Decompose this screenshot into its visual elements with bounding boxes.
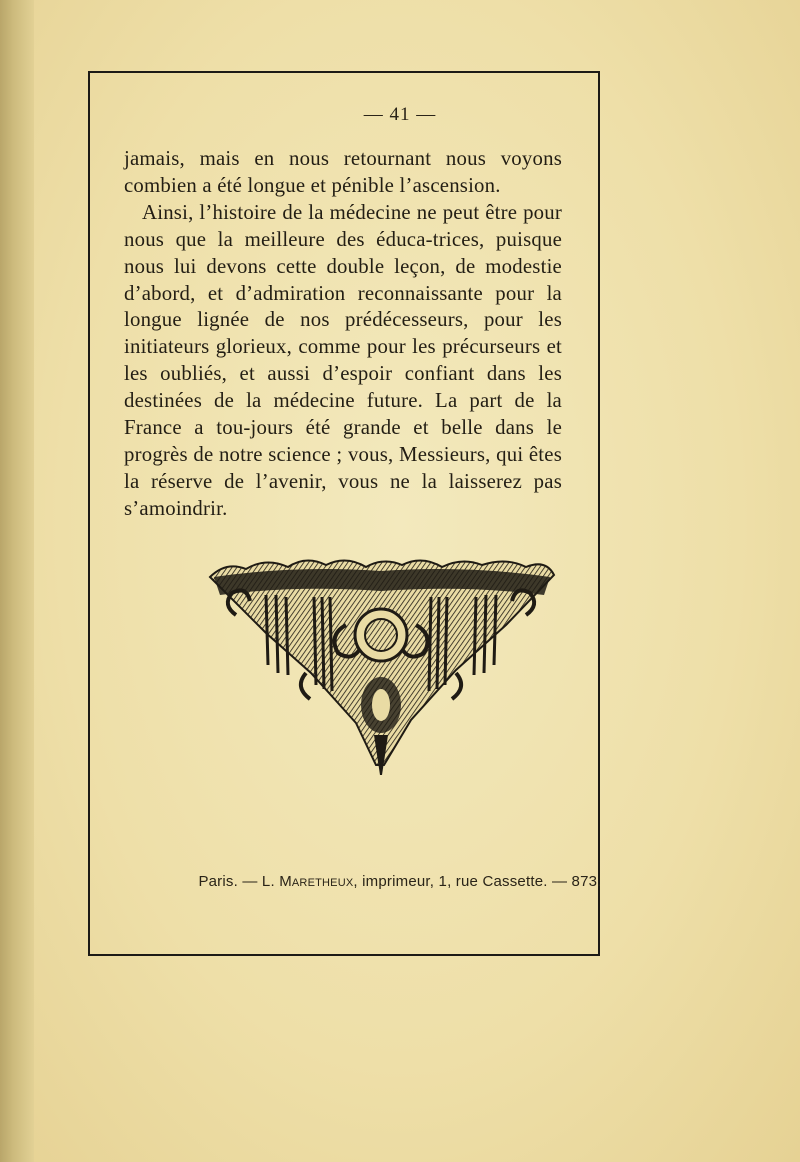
body-text bbox=[124, 146, 562, 523]
paragraph-continuation: jamais, mais en nous retournant nous voyons combien a été longue et pénible l’ascension. bbox=[124, 147, 562, 197]
printer-colophon bbox=[0, 873, 800, 890]
colophon-suffix: , imprimeur, 1, rue Cassette. — 873. bbox=[353, 873, 602, 890]
triangular-floral-tailpiece-icon bbox=[206, 555, 556, 780]
colophon-prefix: Paris. — bbox=[198, 873, 262, 890]
page-number: — 41 — bbox=[363, 104, 437, 125]
colophon-printer-name: L. Maretheux bbox=[261, 873, 354, 890]
book-spine-shadow bbox=[0, 0, 34, 1162]
paragraph-main: Ainsi, l’histoire de la médecine ne peut être pour nous que la meilleure des éduca-trices, puisque nous lui devons cette double leçon, de modestie d’abord, et d’admiration reconnaissante pour la longue lignée de nos prédécesseurs, pour les initiateurs glorieux, comme pour les précurseurs et les oubliés, et aussi d’espoir confiant dans les destinées de la médecine future. La part de la France a tou-jours été grande et belle dans le progrès de notre science ; vous, Messieurs, qui êtes la réserve de l’avenir, vous ne la laisserez pas s’amoindrir. bbox=[124, 200, 562, 520]
